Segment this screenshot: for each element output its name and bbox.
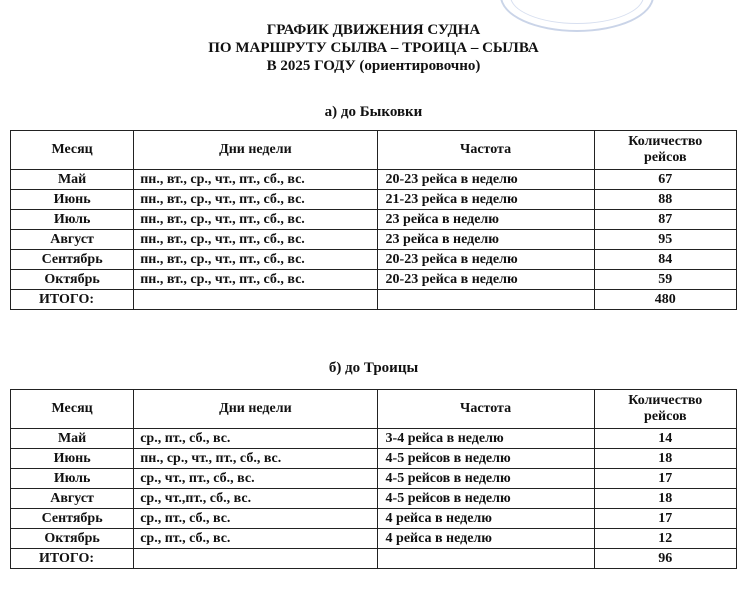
document-title <box>0 21 747 75</box>
cell-month: Июнь <box>11 190 134 210</box>
cell-count: 87 <box>594 210 736 230</box>
cell-days: пн., вт., ср., чт., пт., сб., вс. <box>134 250 377 270</box>
cell-month: Май <box>11 170 134 190</box>
total-row <box>11 549 737 569</box>
header-month: Месяц <box>11 131 134 170</box>
header-count-line1: Количество <box>628 134 703 149</box>
cell-month: Октябрь <box>11 529 134 549</box>
header-days: Дни недели <box>134 131 377 170</box>
table-a-caption: а) до Быковки <box>324 104 423 120</box>
cell-days: ср., чт.,пт., сб., вс. <box>134 489 377 509</box>
cell-frequency: 20-23 рейса в неделю <box>377 250 594 270</box>
empty-cell <box>134 290 377 310</box>
cell-frequency: 4 рейса в неделю <box>377 509 594 529</box>
cell-month: Октябрь <box>11 270 134 290</box>
cell-month: Май <box>11 429 134 449</box>
cell-count: 84 <box>594 250 736 270</box>
header-frequency: Частота <box>377 390 594 429</box>
cell-frequency: 23 рейса в неделю <box>377 230 594 250</box>
cell-count: 95 <box>594 230 736 250</box>
cell-frequency: 4 рейса в неделю <box>377 529 594 549</box>
table-row <box>11 170 737 190</box>
header-count-line2: рейсов <box>644 150 687 165</box>
cell-count: 17 <box>594 509 736 529</box>
cell-frequency: 20-23 рейса в неделю <box>377 270 594 290</box>
table-row <box>11 210 737 230</box>
cell-frequency: 3-4 рейса в неделю <box>377 429 594 449</box>
cell-month: Июль <box>11 210 134 230</box>
cell-frequency: 4-5 рейсов в неделю <box>377 489 594 509</box>
total-label: ИТОГО: <box>11 290 134 310</box>
table-row <box>11 190 737 210</box>
cell-count: 17 <box>594 469 736 489</box>
total-count: 480 <box>594 290 736 310</box>
cell-days: пн., вт., ср., чт., пт., сб., вс. <box>134 270 377 290</box>
cell-count: 18 <box>594 489 736 509</box>
schedule-table-bykovka <box>10 130 737 310</box>
cell-days: пн., вт., ср., чт., пт., сб., вс. <box>134 210 377 230</box>
total-label: ИТОГО: <box>11 549 134 569</box>
cell-month: Июнь <box>11 449 134 469</box>
title-line-2: ПО МАРШРУТУ СЫЛВА – ТРОИЦА – СЫЛВА <box>208 40 539 56</box>
table-header-row <box>11 131 737 170</box>
total-row <box>11 290 737 310</box>
cell-frequency: 23 рейса в неделю <box>377 210 594 230</box>
cell-month: Август <box>11 230 134 250</box>
table-row <box>11 449 737 469</box>
cell-days: ср., пт., сб., вс. <box>134 509 377 529</box>
table-row <box>11 489 737 509</box>
cell-frequency: 21-23 рейса в неделю <box>377 190 594 210</box>
cell-count: 67 <box>594 170 736 190</box>
table-row <box>11 509 737 529</box>
empty-cell <box>377 290 594 310</box>
cell-frequency: 4-5 рейсов в неделю <box>377 469 594 489</box>
header-month: Месяц <box>11 390 134 429</box>
table-row <box>11 429 737 449</box>
cell-month: Август <box>11 489 134 509</box>
table-row <box>11 469 737 489</box>
cell-days: ср., пт., сб., вс. <box>134 429 377 449</box>
table-row <box>11 230 737 250</box>
cell-days: пн., вт., ср., чт., пт., сб., вс. <box>134 230 377 250</box>
empty-cell <box>134 549 377 569</box>
header-frequency: Частота <box>377 131 594 170</box>
cell-frequency: 20-23 рейса в неделю <box>377 170 594 190</box>
cell-frequency: 4-5 рейсов в неделю <box>377 449 594 469</box>
table-row <box>11 270 737 290</box>
schedule-table-troitsa <box>10 389 737 569</box>
cell-count: 18 <box>594 449 736 469</box>
empty-cell <box>377 549 594 569</box>
header-count <box>594 131 736 170</box>
header-count <box>594 390 736 429</box>
title-line-3: В 2025 ГОДУ (ориентировочно) <box>266 58 481 74</box>
cell-month: Сентябрь <box>11 509 134 529</box>
table-header-row <box>11 390 737 429</box>
header-count-line2: рейсов <box>644 409 687 424</box>
cell-days: ср., пт., сб., вс. <box>134 529 377 549</box>
cell-count: 88 <box>594 190 736 210</box>
title-line-1: ГРАФИК ДВИЖЕНИЯ СУДНА <box>266 22 481 38</box>
cell-count: 14 <box>594 429 736 449</box>
cell-days: ср., чт., пт., сб., вс. <box>134 469 377 489</box>
cell-days: пн., вт., ср., чт., пт., сб., вс. <box>134 190 377 210</box>
cell-count: 12 <box>594 529 736 549</box>
table-b-caption: б) до Троицы <box>328 360 419 376</box>
cell-month: Июль <box>11 469 134 489</box>
cell-count: 59 <box>594 270 736 290</box>
header-days: Дни недели <box>134 390 377 429</box>
cell-days: пн., ср., чт., пт., сб., вс. <box>134 449 377 469</box>
header-count-line1: Количество <box>628 393 703 408</box>
total-count: 96 <box>594 549 736 569</box>
table-row <box>11 529 737 549</box>
cell-month: Сентябрь <box>11 250 134 270</box>
table-row <box>11 250 737 270</box>
cell-days: пн., вт., ср., чт., пт., сб., вс. <box>134 170 377 190</box>
